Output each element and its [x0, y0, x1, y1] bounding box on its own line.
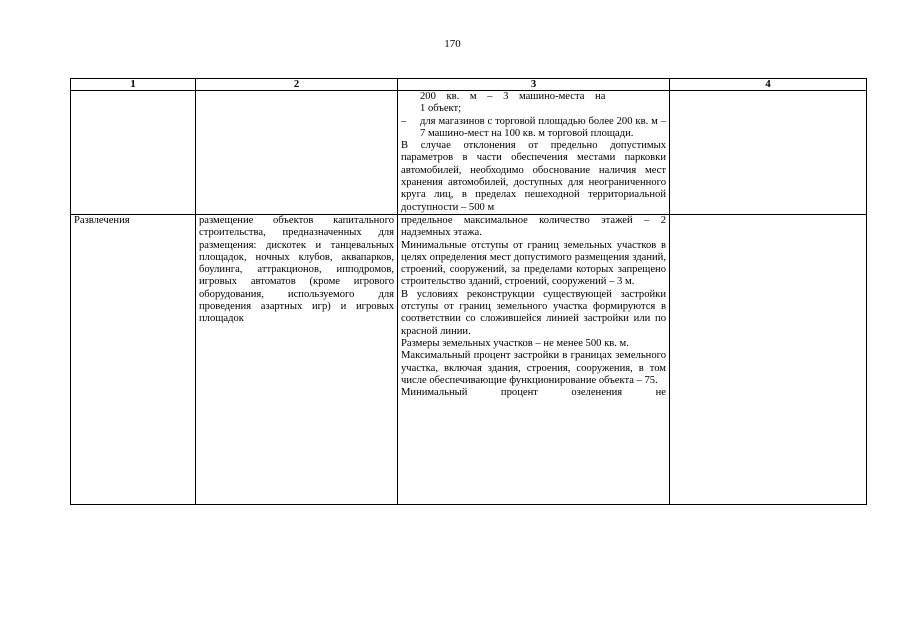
setbacks-paragraph: Минимальные отступы от границ земельных участков в целях определения мест допустимого размещения зданий, строений, сооружений, за пределами которых запрещено строительство зданий, строений, сооружений – 3 м.: [401, 239, 666, 288]
row1-col2-cell: [196, 91, 398, 215]
continued-line: 1 объект;: [420, 103, 462, 115]
plot-size-paragraph: Размеры земельных участков – не менее 500 кв. м.: [401, 337, 629, 349]
greening-paragraph: Минимальный процент озеленения не: [401, 387, 666, 399]
coverage-paragraph: Максимальный процент застройки в границах земельного участка, включая здания, строения, сооружения, в том числе обеспечивающие функционирование объекта – 75.: [401, 350, 666, 386]
row1-col3-cell: [398, 91, 670, 215]
floors-paragraph: предельное максимальное количество этажей – 2 надземных этажа.: [401, 214, 666, 239]
continued-line: 200 кв. м – 3 машино-места на: [420, 91, 606, 102]
page-number: 170: [444, 38, 461, 50]
column-header-3: 3: [398, 79, 670, 91]
regulations-table: [70, 78, 867, 505]
parameters-cell: [398, 214, 670, 504]
table-row: [71, 214, 867, 504]
dash-list-item: [401, 116, 666, 141]
row1-col1-cell: [71, 91, 196, 215]
row1-col4-cell: [670, 91, 867, 215]
dash-item-text: для магазинов с торговой площадью более 200 кв. м – 7 машино-мест на 100 кв. м торговой площади.: [420, 115, 666, 139]
parking-deviation-paragraph: В случае отклонения от предельно допустимых параметров в части обеспечения местами парковки автомобилей, необходимо обоснование наличия мест хранения автомобилей, доступных для неограниченного круга лиц, в пределах пешеходной территориальной доступности – 500 м: [401, 140, 666, 213]
use-description-cell: размещение объектов капитального строительства, предназначенных для размещения: дискотек и танцевальных площадок, ночных клубов, аквапарков, боулинга, аттракционов, ипподромов, игровых автоматов (кроме игрового оборудования, используемого для проведения азартных игр) и игровых площадок: [196, 214, 398, 504]
column-header-2: 2: [196, 79, 398, 91]
reconstruction-paragraph: В условиях реконструкции существующей застройки отступы от границ земельного участка формируются в соответствии со сложившейся линией застройки или по красной линии.: [401, 288, 666, 337]
table-header-row: [71, 79, 867, 91]
use-type-cell: Развлечения: [71, 214, 196, 504]
table-row: [71, 91, 867, 215]
column-header-1: 1: [71, 79, 196, 91]
row2-col4-cell: [670, 214, 867, 504]
dash-marker: –: [401, 115, 407, 127]
column-header-4: 4: [670, 79, 867, 91]
